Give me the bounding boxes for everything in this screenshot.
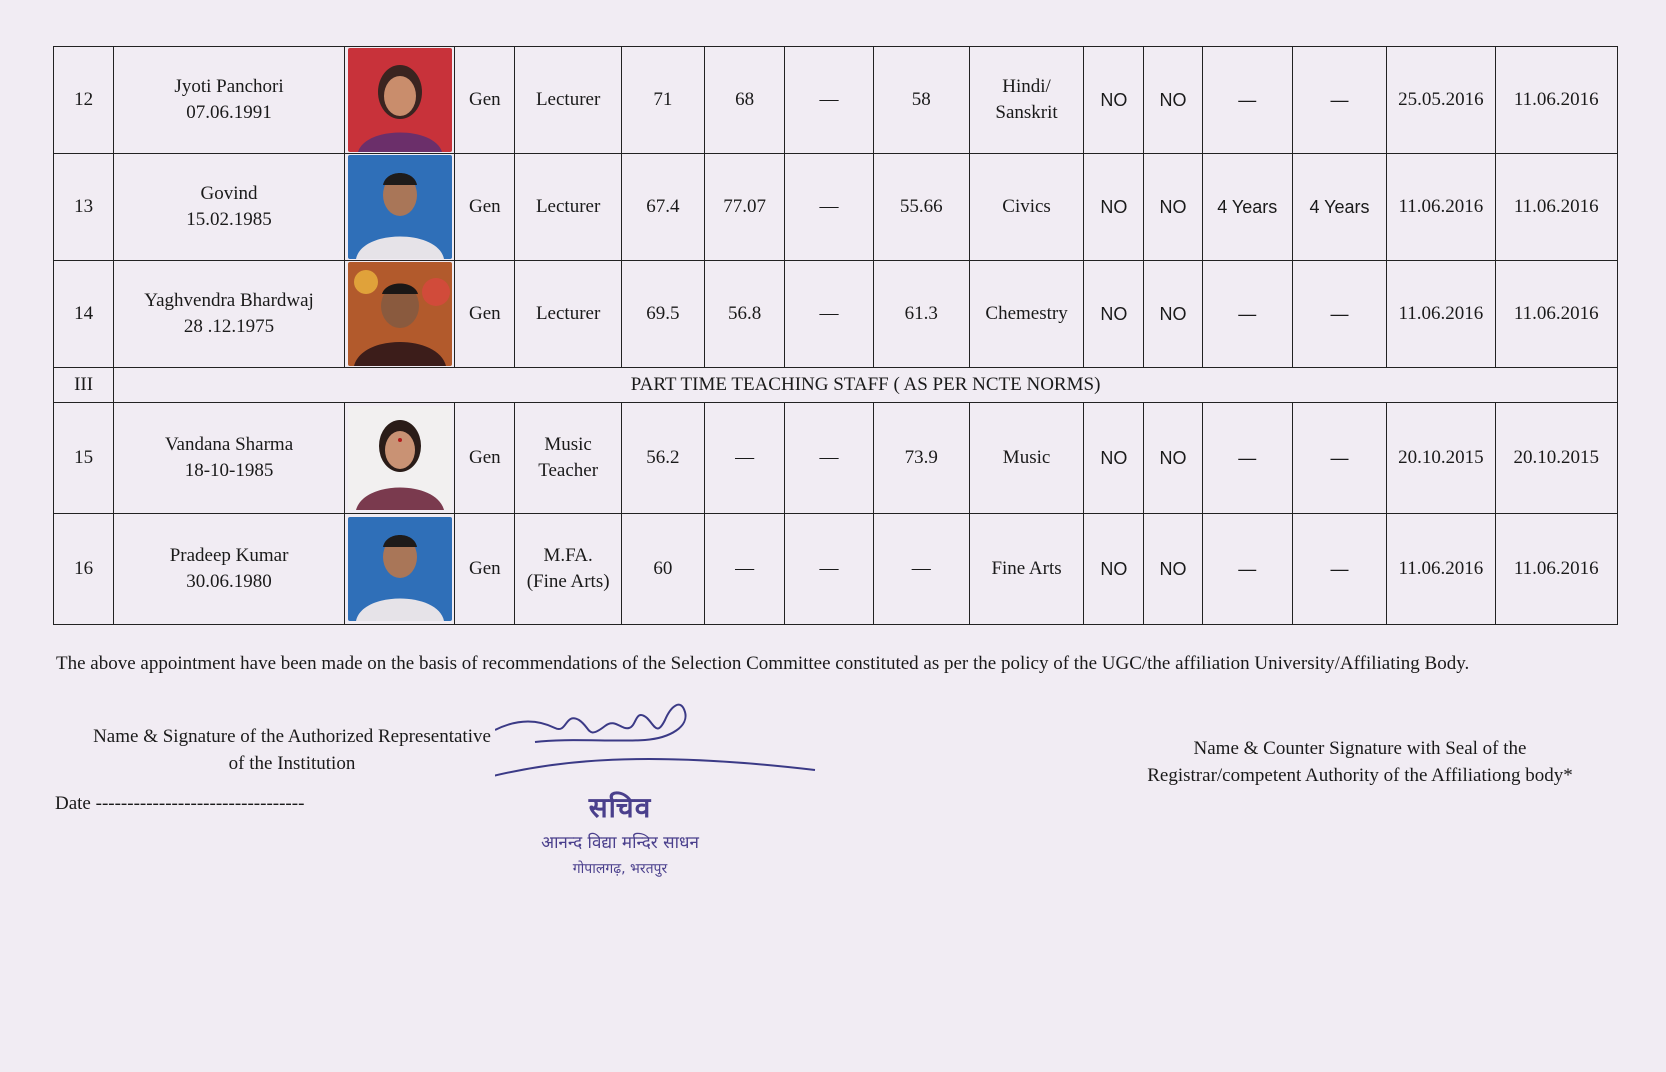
staff-name: Govind	[200, 183, 258, 204]
experience-1: —	[1202, 403, 1292, 514]
section-row	[54, 368, 1618, 403]
photo-cell	[344, 261, 454, 368]
staff-name: Vandana Sharma	[164, 434, 294, 455]
staff-row	[54, 261, 1618, 368]
post-cell	[515, 47, 621, 154]
subject-cell	[969, 514, 1083, 625]
subject: Music	[1002, 447, 1051, 468]
rep-line-2: of the Institution	[228, 753, 356, 774]
staff-name: Pradeep Kumar	[169, 545, 289, 566]
staff-row	[54, 154, 1618, 261]
date-of-birth: 15.02.1985	[186, 209, 272, 230]
marks-2: 68	[705, 47, 785, 154]
experience-1: —	[1202, 514, 1292, 625]
post-cell	[515, 403, 621, 514]
category: Gen	[455, 403, 515, 514]
staff-row	[54, 514, 1618, 625]
marks-1: 56.2	[621, 403, 704, 514]
post-cell	[515, 261, 621, 368]
date-1: 11.06.2016	[1387, 514, 1495, 625]
marks-3: —	[785, 154, 873, 261]
marks-4: 55.66	[873, 154, 969, 261]
section-number: III	[54, 368, 114, 403]
name-dob-cell	[114, 47, 345, 154]
post: Lecturer	[535, 89, 601, 110]
stamp-location: गोपालगढ़, भरतपुर	[572, 861, 668, 877]
post: Lecturer	[535, 303, 601, 324]
date-1: 25.05.2016	[1387, 47, 1495, 154]
phd-status: NO	[1144, 154, 1202, 261]
marks-1: 60	[621, 514, 704, 625]
marks-2: —	[705, 403, 785, 514]
date-of-birth: 28 .12.1975	[183, 316, 275, 337]
marks-3: —	[785, 47, 873, 154]
serial-number: 13	[54, 154, 114, 261]
staff-table	[53, 46, 1618, 625]
marks-4: 61.3	[873, 261, 969, 368]
category: Gen	[455, 261, 515, 368]
category: Gen	[455, 47, 515, 154]
serial-number: 16	[54, 514, 114, 625]
registrar-line-2: Registrar/competent Authority of the Affiliationg body*	[1147, 765, 1573, 786]
name-dob-cell	[114, 154, 345, 261]
marks-1: 71	[621, 47, 704, 154]
serial-number: 12	[54, 47, 114, 154]
marks-4: —	[873, 514, 969, 625]
date-2: 11.06.2016	[1495, 261, 1617, 368]
subject: Chemestry	[985, 303, 1068, 324]
female-photo-red-background	[348, 48, 452, 152]
date-2: 11.06.2016	[1495, 47, 1617, 154]
name-dob-cell	[114, 403, 345, 514]
rep-line-1: Name & Signature of the Authorized Representative	[93, 726, 491, 747]
category: Gen	[455, 154, 515, 261]
net-status: NO	[1084, 47, 1144, 154]
marks-1: 69.5	[621, 261, 704, 368]
photo-cell	[344, 403, 454, 514]
male-photo-floral-background	[348, 262, 452, 366]
staff-row	[54, 47, 1618, 154]
date-2: 20.10.2015	[1495, 403, 1617, 514]
date-of-birth: 30.06.1980	[186, 571, 272, 592]
post: M.FA.	[543, 545, 593, 566]
official-stamp	[500, 788, 740, 878]
date-2: 11.06.2016	[1495, 514, 1617, 625]
date-2: 11.06.2016	[1495, 154, 1617, 261]
subject: Fine Arts	[991, 558, 1062, 579]
staff-row	[54, 403, 1618, 514]
net-status: NO	[1084, 514, 1144, 625]
post-cell	[515, 154, 621, 261]
subject-cell	[969, 261, 1083, 368]
marks-2: 56.8	[705, 261, 785, 368]
experience-2: —	[1292, 47, 1386, 154]
photo-cell	[344, 47, 454, 154]
phd-status: NO	[1144, 403, 1202, 514]
marks-3: —	[785, 514, 873, 625]
experience-2: —	[1292, 261, 1386, 368]
date-1: 11.06.2016	[1387, 261, 1495, 368]
serial-number: 14	[54, 261, 114, 368]
marks-3: —	[785, 403, 873, 514]
male-photo-blue-background	[348, 517, 452, 621]
photo-cell	[344, 154, 454, 261]
post-line2: (Fine Arts)	[526, 571, 610, 592]
footer-note: The above appointment have been made on the basis of recommendations of the Selection Committee constituted as per the policy of the UGC/the affiliation University/Affiliating Body.	[56, 653, 1470, 674]
date-of-birth: 07.06.1991	[186, 102, 272, 123]
subject: Civics	[1002, 196, 1051, 217]
marks-2: —	[705, 514, 785, 625]
net-status: NO	[1084, 261, 1144, 368]
name-dob-cell	[114, 261, 345, 368]
subject-cell	[969, 403, 1083, 514]
serial-number: 15	[54, 403, 114, 514]
subject-cell	[969, 47, 1083, 154]
experience-2: 4 Years	[1292, 154, 1386, 261]
category: Gen	[455, 514, 515, 625]
registrar-signature-block	[1100, 735, 1620, 789]
marks-4: 73.9	[873, 403, 969, 514]
net-status: NO	[1084, 403, 1144, 514]
post-line2: Teacher	[538, 460, 599, 481]
phd-status: NO	[1144, 47, 1202, 154]
post: Music	[544, 434, 592, 455]
staff-name: Jyoti Panchori	[174, 76, 284, 97]
registrar-line-1: Name & Counter Signature with Seal of the	[1193, 738, 1527, 759]
post-cell	[515, 514, 621, 625]
handwritten-signature	[495, 700, 825, 790]
date-1: 20.10.2015	[1387, 403, 1495, 514]
stamp-institution: आनन्द विद्या मन्दिर साधन	[541, 833, 699, 853]
marks-3: —	[785, 261, 873, 368]
subject-line2: Sanskrit	[995, 102, 1058, 123]
phd-status: NO	[1144, 514, 1202, 625]
subject-cell	[969, 154, 1083, 261]
date-field: Date ---------------------------------	[55, 793, 305, 814]
photo-cell	[344, 514, 454, 625]
post: Lecturer	[535, 196, 601, 217]
net-status: NO	[1084, 154, 1144, 261]
marks-2: 77.07	[705, 154, 785, 261]
experience-1: 4 Years	[1202, 154, 1292, 261]
staff-name: Yaghvendra Bhardwaj	[144, 290, 314, 311]
name-dob-cell	[114, 514, 345, 625]
experience-1: —	[1202, 47, 1292, 154]
date-of-birth: 18-10-1985	[184, 460, 274, 481]
marks-1: 67.4	[621, 154, 704, 261]
experience-2: —	[1292, 403, 1386, 514]
date-1: 11.06.2016	[1387, 154, 1495, 261]
section-title: PART TIME TEACHING STAFF ( AS PER NCTE NORMS)	[114, 368, 1618, 403]
subject: Hindi/	[1002, 76, 1051, 97]
authorized-representative	[62, 723, 522, 777]
experience-2: —	[1292, 514, 1386, 625]
experience-1: —	[1202, 261, 1292, 368]
male-photo-blue-background	[348, 155, 452, 259]
female-photo-white-background	[348, 406, 452, 510]
phd-status: NO	[1144, 261, 1202, 368]
marks-4: 58	[873, 47, 969, 154]
stamp-title: सचिव	[588, 791, 652, 824]
